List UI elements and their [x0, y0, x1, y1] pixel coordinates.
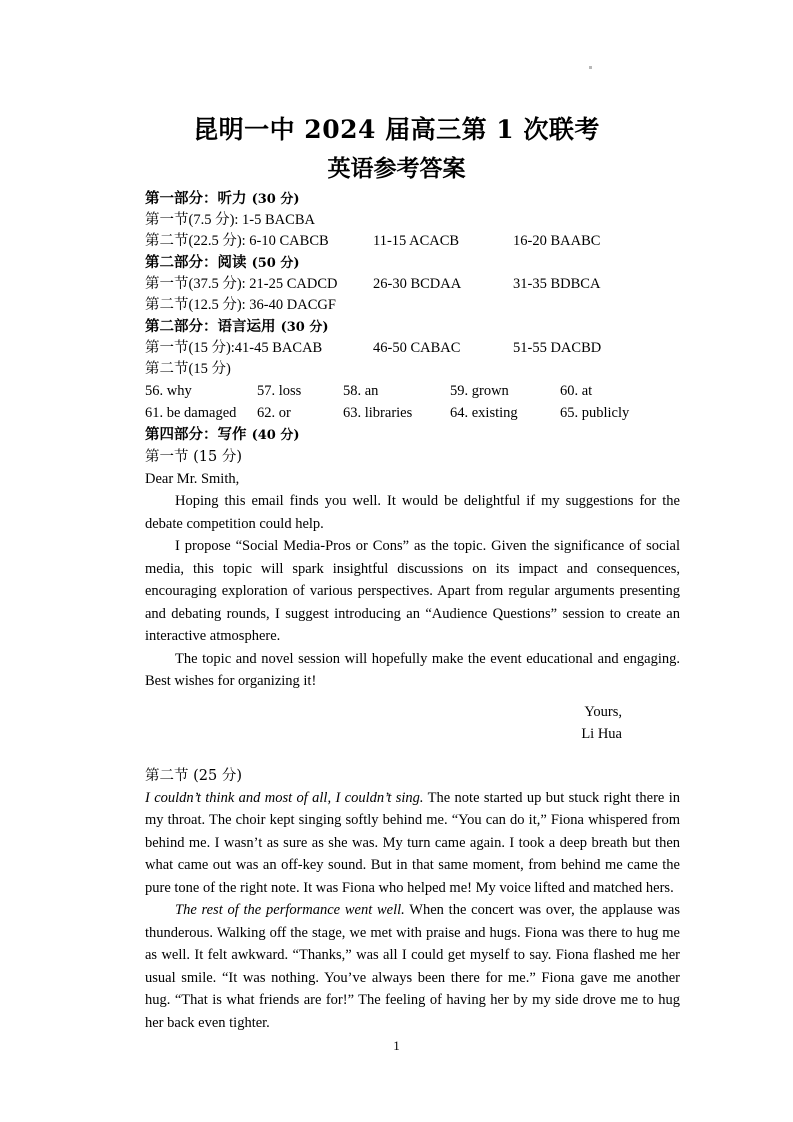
part4-heading [145, 424, 680, 446]
continuation-paragraph-1 [145, 787, 680, 900]
section2-spacer [145, 745, 680, 765]
blank-60: 60. at [560, 383, 593, 399]
part1-heading [145, 188, 680, 210]
page-subtitle: 英语参考答案 [327, 155, 466, 182]
part3-row1-col1: 第一节(15 分):41-45 BACAB [145, 340, 323, 356]
blank-61: 61. be damaged [145, 405, 237, 421]
part2-row1 [145, 274, 680, 295]
page-title: 昆明一中 2024 届高三第 1 次联考 [193, 115, 600, 144]
part1-row2-col3: 16-20 BAABC [513, 233, 601, 249]
continuation-paragraph-2-body: When the concert was over, the applause was thunderous. Walking off the stage, we met with praise and hugs. Fiona was there to hug me as well. It felt awkward. “Thanks,” was all I could get myself to say. Fiona flashed me her usual smile. “It was nothing. You’ve always been there for me.” Fiona gave me another hug. “That is what friends are for!” The feeling of having her by my side drove me to hug her back even tighter. [145, 902, 680, 1031]
blank-63: 63. libraries [343, 405, 413, 421]
part3-row2-col1: 第二节(15 分) [145, 361, 231, 377]
part2-heading [145, 252, 680, 274]
part3-points: (30 分) [280, 320, 329, 335]
part1-row2 [145, 231, 680, 252]
answer-content [145, 188, 680, 1034]
part1-row2-col1: 第二节(22.5 分): 6-10 CABCB [145, 233, 329, 249]
part3-row1-col3: 51-55 DACBD [513, 340, 602, 356]
part2-row1-col2: 26-30 BCDAA [373, 276, 462, 292]
letter-closing: Yours, [584, 703, 622, 720]
continuation-paragraph-2-lead: The rest of the performance went well. [175, 902, 405, 918]
blank-62: 62. or [257, 405, 291, 421]
blanks-row-61-65 [145, 402, 680, 424]
part4-section2-label: 第二节 (25 分) [145, 767, 242, 784]
blank-64: 64. existing [450, 405, 518, 421]
letter-salutation: Dear Mr. Smith, [145, 471, 240, 487]
part3-row1-col2: 46-50 CABAC [373, 340, 461, 356]
scan-artifact-dot [589, 66, 592, 69]
part4-heading-label: 第四部分：写作 [145, 426, 247, 443]
part1-heading-label: 第一部分：听力 [145, 190, 247, 207]
blanks-row-56-60 [145, 380, 680, 402]
continuation-paragraph-1-lead: I couldn’t think and most of all, I couldn’t sing. [145, 789, 424, 806]
part3-row2 [145, 359, 680, 380]
part1-points: (30 分) [251, 192, 300, 207]
letter-signature: Li Hua [581, 725, 622, 742]
letter-paragraph-1: Hoping this email finds you well. It would be delightful if my suggestions for the debate competition could help. [145, 493, 680, 532]
part3-row1 [145, 338, 680, 359]
blank-59: 59. grown [450, 383, 509, 399]
letter-closing-spacer [145, 693, 680, 701]
part1-row2-col2: 11-15 ACACB [373, 233, 460, 249]
part3-heading [145, 316, 680, 338]
part4-points: (40 分) [251, 428, 300, 443]
part2-row2 [145, 295, 680, 316]
part2-row2-col1: 第二节(12.5 分): 36-40 DACGF [145, 297, 336, 313]
page-number: 1 [393, 1038, 400, 1053]
part3-heading-label: 第二部分：语言运用 [145, 318, 276, 335]
blank-58: 58. an [343, 383, 379, 399]
part2-points: (50 分) [251, 256, 300, 271]
part4-section1-label: 第一节 (15 分) [145, 449, 242, 465]
continuation-paragraph-1-body: The note started up but stuck right there in my throat. The choir kept singing softly behind me. “You can do it,” Fiona whispered from behind me. I wasn’t as sure as she was. My turn came again. I took a deep breath but then what came out was an off-key sound. But in that same moment, from behind me came the pure tone of the right note. It was Fiona who helped me! My voice lifted and matched hers. [145, 789, 680, 896]
part1-row1 [145, 210, 680, 231]
continuation-paragraph-2 [145, 899, 680, 1034]
blank-56: 56. why [145, 383, 192, 399]
part1-row1-col1: 第一节(7.5 分): 1-5 BACBA [145, 212, 315, 228]
part2-row1-col3: 31-35 BDBCA [513, 276, 601, 292]
letter-paragraph-3: The topic and novel session will hopefully make the event educational and engaging. Best wishes for organizing it! [145, 650, 680, 689]
letter-paragraph-2: I propose “Social Media-Pros or Cons” as the topic. Given the significance of social media, this topic will spark insightful discussions on its impact and consequences, encouraging exploration of various perspectives. Apart from regular arguments presenting and debating rounds, I suggest introducing an “Audience Questions” session to create an interactive atmosphere. [145, 538, 680, 644]
part2-row1-col1: 第一节(37.5 分): 21-25 CADCD [145, 276, 338, 292]
blank-57: 57. loss [257, 383, 302, 399]
part2-heading-label: 第二部分：阅读 [145, 254, 247, 271]
blank-65: 65. publicly [560, 405, 630, 421]
